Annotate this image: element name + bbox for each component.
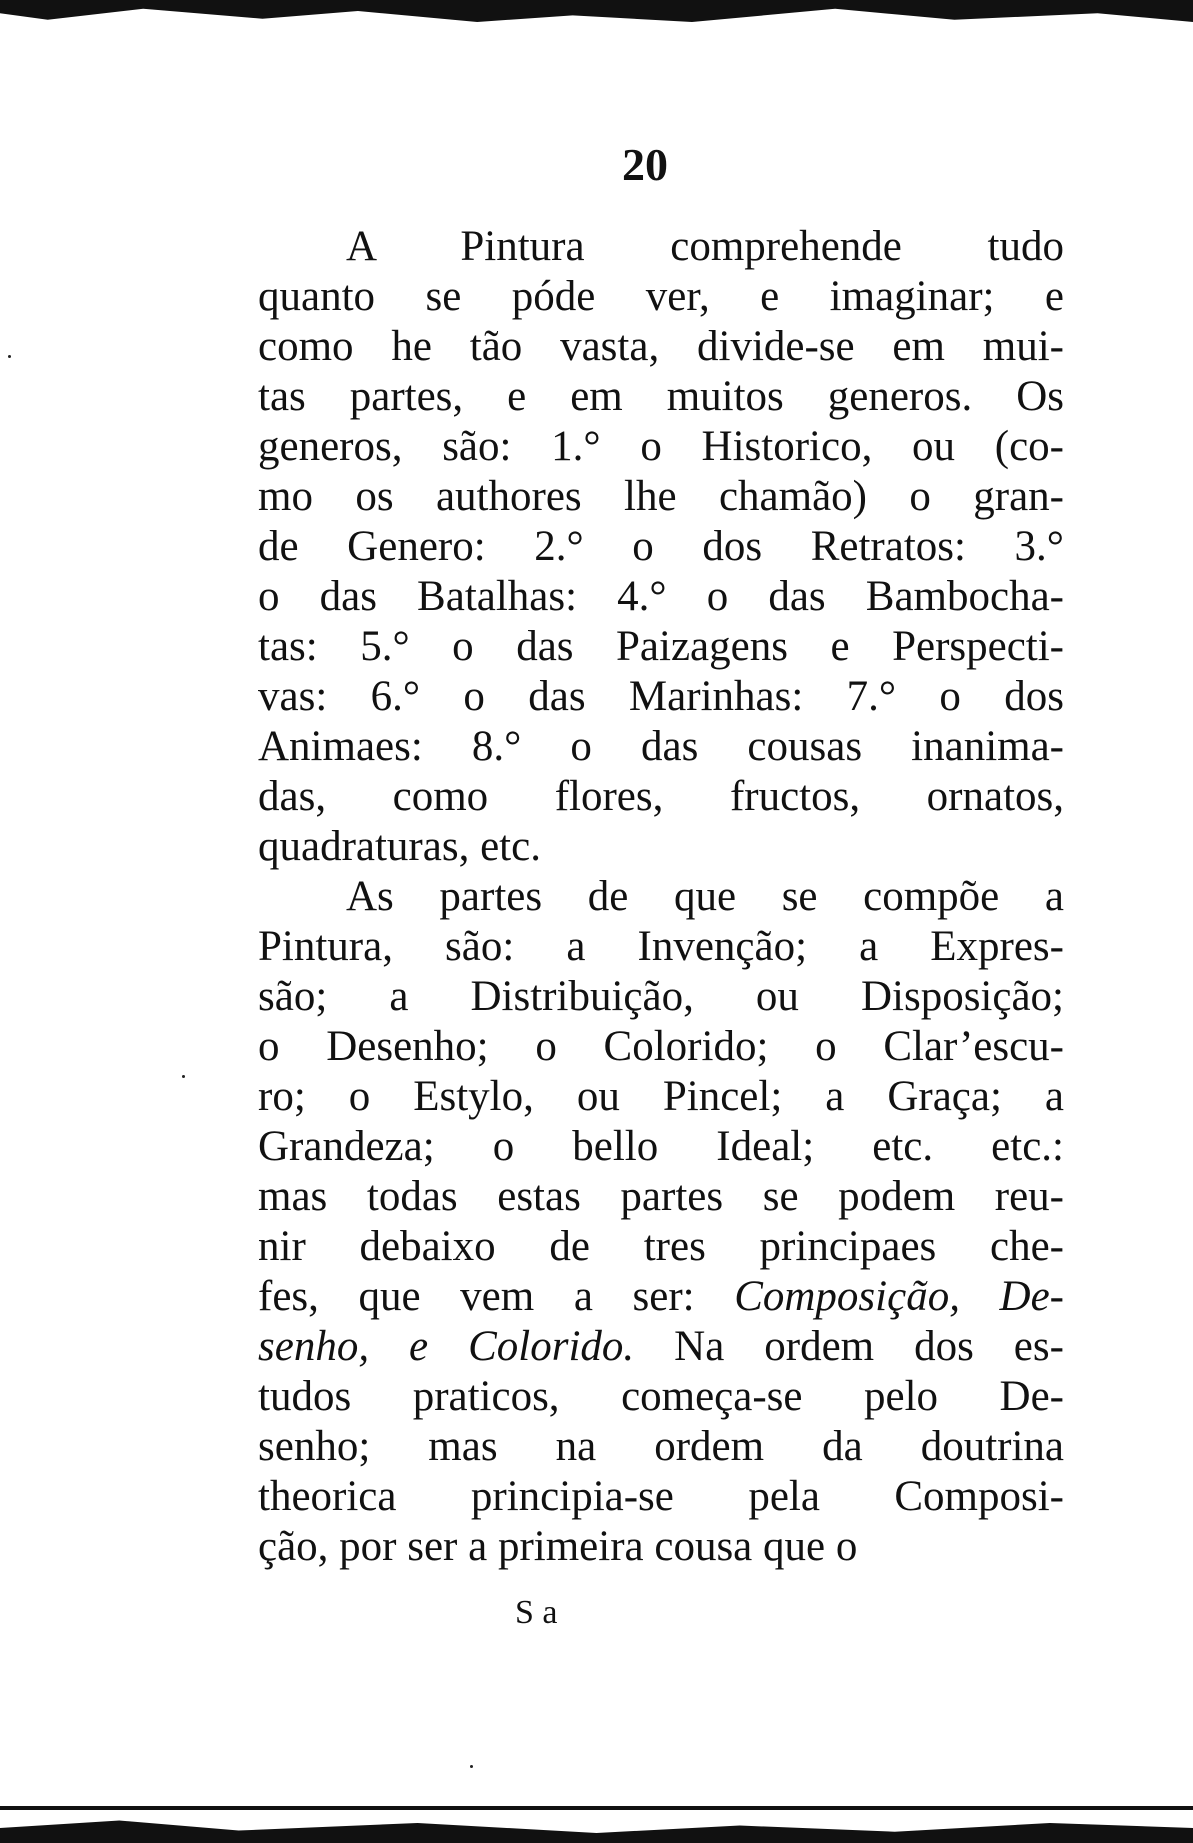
text-segment: mo os authores lhe chamão) o gran-: [258, 473, 1064, 520]
text-line: [258, 722, 1064, 772]
text-line: [258, 522, 1064, 572]
text-segment: como he tão vasta, divide-se em mui-: [258, 323, 1064, 370]
body-text: [258, 222, 1064, 1572]
text-segment: nir debaixo de tres principaes che-: [258, 1223, 1064, 1270]
word: a: [573, 1273, 593, 1320]
word: ordem: [764, 1323, 875, 1370]
text-line: [258, 1072, 1064, 1122]
text-segment: ro; o Estylo, ou Pincel; a Graça; a: [258, 1073, 1064, 1120]
scan-speck: [182, 1075, 185, 1078]
scan-bottom-edge: [0, 1818, 1193, 1843]
word: senho,: [258, 1323, 370, 1370]
text-segment: quadraturas, etc.: [258, 823, 541, 870]
text-line: [258, 872, 1064, 922]
text-segment: o Desenho; o Colorido; o Clar’escu-: [258, 1023, 1064, 1070]
word: Colorido.: [468, 1323, 635, 1370]
word: vem: [460, 1273, 535, 1320]
text-line: [258, 572, 1064, 622]
text-line: [258, 222, 1064, 272]
catchword: S a: [515, 1594, 558, 1631]
text-segment: A Pintura comprehende tudo: [346, 223, 1064, 270]
text-segment: mas todas estas partes se podem reu-: [258, 1173, 1064, 1220]
text-line: [258, 372, 1064, 422]
text-segment: tas partes, e em muitos generos. Os: [258, 373, 1064, 420]
text-line: [258, 472, 1064, 522]
word: dos: [914, 1323, 974, 1370]
scan-bottom-line: [0, 1806, 1193, 1810]
text-line: [258, 1472, 1064, 1522]
text-line: [258, 422, 1064, 472]
text-segment: quanto se póde ver, e imaginar; e: [258, 273, 1064, 320]
word: e: [409, 1323, 429, 1370]
scan-speck: [8, 355, 11, 358]
text-segment: tudos praticos, começa-se pelo De-: [258, 1373, 1064, 1420]
scan-speck: [470, 1765, 473, 1768]
text-segment: das, como flores, fructos, ornatos,: [258, 773, 1064, 820]
text-line: [258, 272, 1064, 322]
text-segment: vas: 6.° o das Marinhas: 7.° o dos: [258, 673, 1064, 720]
text-line: [258, 1222, 1064, 1272]
text-line: [258, 922, 1064, 972]
text-line: [258, 822, 1064, 872]
word: Na: [674, 1323, 725, 1370]
scan-top-edge: [0, 0, 1193, 22]
text-line: [258, 1422, 1064, 1472]
text-segment: o das Batalhas: 4.° o das Bambocha-: [258, 573, 1064, 620]
text-line: [258, 672, 1064, 722]
word: que: [358, 1273, 421, 1320]
text-segment: theorica principia-se pela Composi-: [258, 1473, 1064, 1520]
page-number: 20: [622, 139, 668, 190]
text-line: [258, 1372, 1064, 1422]
text-line: [258, 1322, 1064, 1372]
word: ser:: [632, 1273, 695, 1320]
text-segment: Animaes: 8.° o das cousas inanima-: [258, 723, 1064, 770]
word: Composição,: [734, 1273, 960, 1320]
text-line: [258, 1122, 1064, 1172]
text-line: [258, 772, 1064, 822]
text-segment: senho; mas na ordem da doutrina: [258, 1423, 1064, 1470]
word: es-: [1013, 1323, 1064, 1370]
text-line: [258, 1022, 1064, 1072]
text-line: [258, 622, 1064, 672]
text-segment: Grandeza; o bello Ideal; etc. etc.:: [258, 1123, 1064, 1170]
text-line: [258, 972, 1064, 1022]
text-segment: tas: 5.° o das Paizagens e Perspecti-: [258, 623, 1064, 670]
text-segment: Pintura, são: a Invenção; a Expres-: [258, 923, 1064, 970]
text-line: [258, 1522, 1064, 1572]
text-segment: As partes de que se compõe a: [346, 873, 1064, 920]
word: De-: [999, 1273, 1064, 1320]
text-segment: generos, são: 1.° o Historico, ou (co-: [258, 423, 1064, 470]
word: fes,: [258, 1273, 319, 1320]
text-segment: ção, por ser a primeira cousa que o: [258, 1523, 858, 1570]
text-segment: de Genero: 2.° o dos Retratos: 3.°: [258, 523, 1064, 570]
text-line: [258, 1172, 1064, 1222]
text-line: [258, 1272, 1064, 1322]
text-segment: são; a Distribuição, ou Disposição;: [258, 973, 1064, 1020]
text-line: [258, 322, 1064, 372]
